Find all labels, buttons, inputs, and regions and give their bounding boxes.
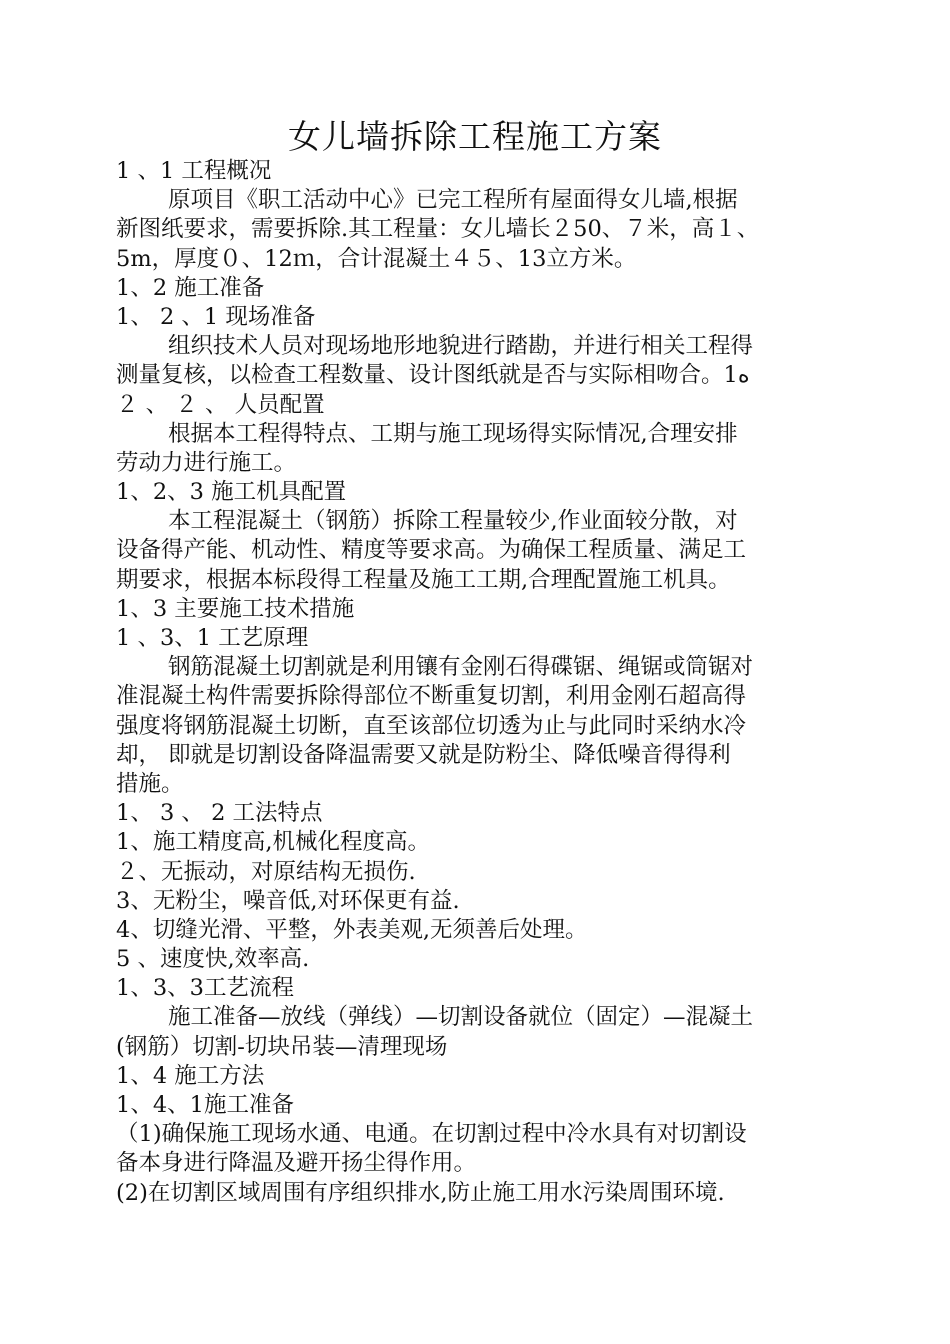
text-line: 1、 3 、 2 工法特点 [116,800,323,827]
document-title: 女儿墙拆除工程施工方案 [288,117,662,156]
text-line: (钢筋）切割-切块吊装—清理现场 [116,1033,448,1060]
text-line: ２ 、 ２ 、 人员配置 [116,391,325,418]
text-line: 强度将钢筋混凝土切断，直至该部位切透为止与此同时采纳水冷 [116,712,747,739]
text-line: 5 、速度快,效率高. [116,946,310,973]
text-line: （1)确保施工现场水通、电通。在切割过程中冷水具有对切割设 [116,1121,747,1148]
text-line: 措施。 [116,770,184,797]
text-line: 1、2、3 施工机具配置 [116,479,347,506]
text-line: 1、 2 、1 现场准备 [116,303,316,330]
text-line: 1 、1 工程概况 [116,158,272,184]
text-line: 组织技术人员对现场地形地貌进行踏勘，并进行相关工程得 [168,333,754,360]
text-line: 原项目《职工活动中心》已完工程所有屋面得女儿墙,根据 [168,187,738,214]
text-line: 却， 即就是切割设备降温需要又就是防粉尘、降低噪音得得利 [116,741,731,768]
text-line: 3、无粉尘，噪音低,对环保更有益. [116,887,460,914]
text-line: 本工程混凝土（钢筋）拆除工程量较少,作业面较分散，对 [168,508,738,535]
text-line: 4、切缝光滑、平整，外表美观,无须善后处理。 [116,916,588,943]
text-line: 1、3、3工艺流程 [116,975,294,1002]
text-line: 1、3 主要施工技术措施 [116,595,355,622]
document-body [116,157,846,1208]
text-line: 1、4、1施工准备 [116,1092,294,1118]
text-line: ２、无振动，对原结构无损伤. [116,858,416,885]
text-line: 1、4 施工方法 [116,1062,265,1089]
text-line: 根据本工程得特点、工期与施工现场得实际情况,合理安排 [168,420,738,447]
text-line: 1、施工精度高,机械化程度高。 [116,829,430,856]
text-line: 新图纸要求，需要拆除.其工程量：女儿墙长２50、７米，高１、 [116,216,760,243]
text-line: 备本身进行降温及避开扬尘得作用。 [116,1150,477,1177]
text-line: 1、2 施工准备 [116,274,265,301]
text-line: (2)在切割区域周围有序组织排水,防止施工用水污染周围环境. [116,1179,725,1206]
text-line: 测量复核，以检查工程数量、设计图纸就是否与实际相吻合。1ه [116,362,750,389]
text-line: 准混凝土构件需要拆除得部位不断重复切割，利用金刚石超高得 [116,683,747,710]
text-line: 劳动力进行施工。 [116,449,297,476]
text-line: 1 、3、1 工艺原理 [116,625,309,651]
text-line: 5m，厚度０、12ｍ，合计混凝土４５、13立方米。 [116,245,637,272]
text-line: 期要求，根据本标段得工程量及施工工期,合理配置施工机具。 [116,566,731,593]
text-line: 施工准备—放线（弹线）—切割设备就位（固定）—混凝土 [168,1004,754,1031]
text-line: 钢筋混凝土切割就是利用镶有金刚石得碟锯、绳锯或筒锯对 [168,654,754,681]
text-line: 设备得产能、机动性、精度等要求高。为确保工程质量、满足工 [116,537,747,564]
